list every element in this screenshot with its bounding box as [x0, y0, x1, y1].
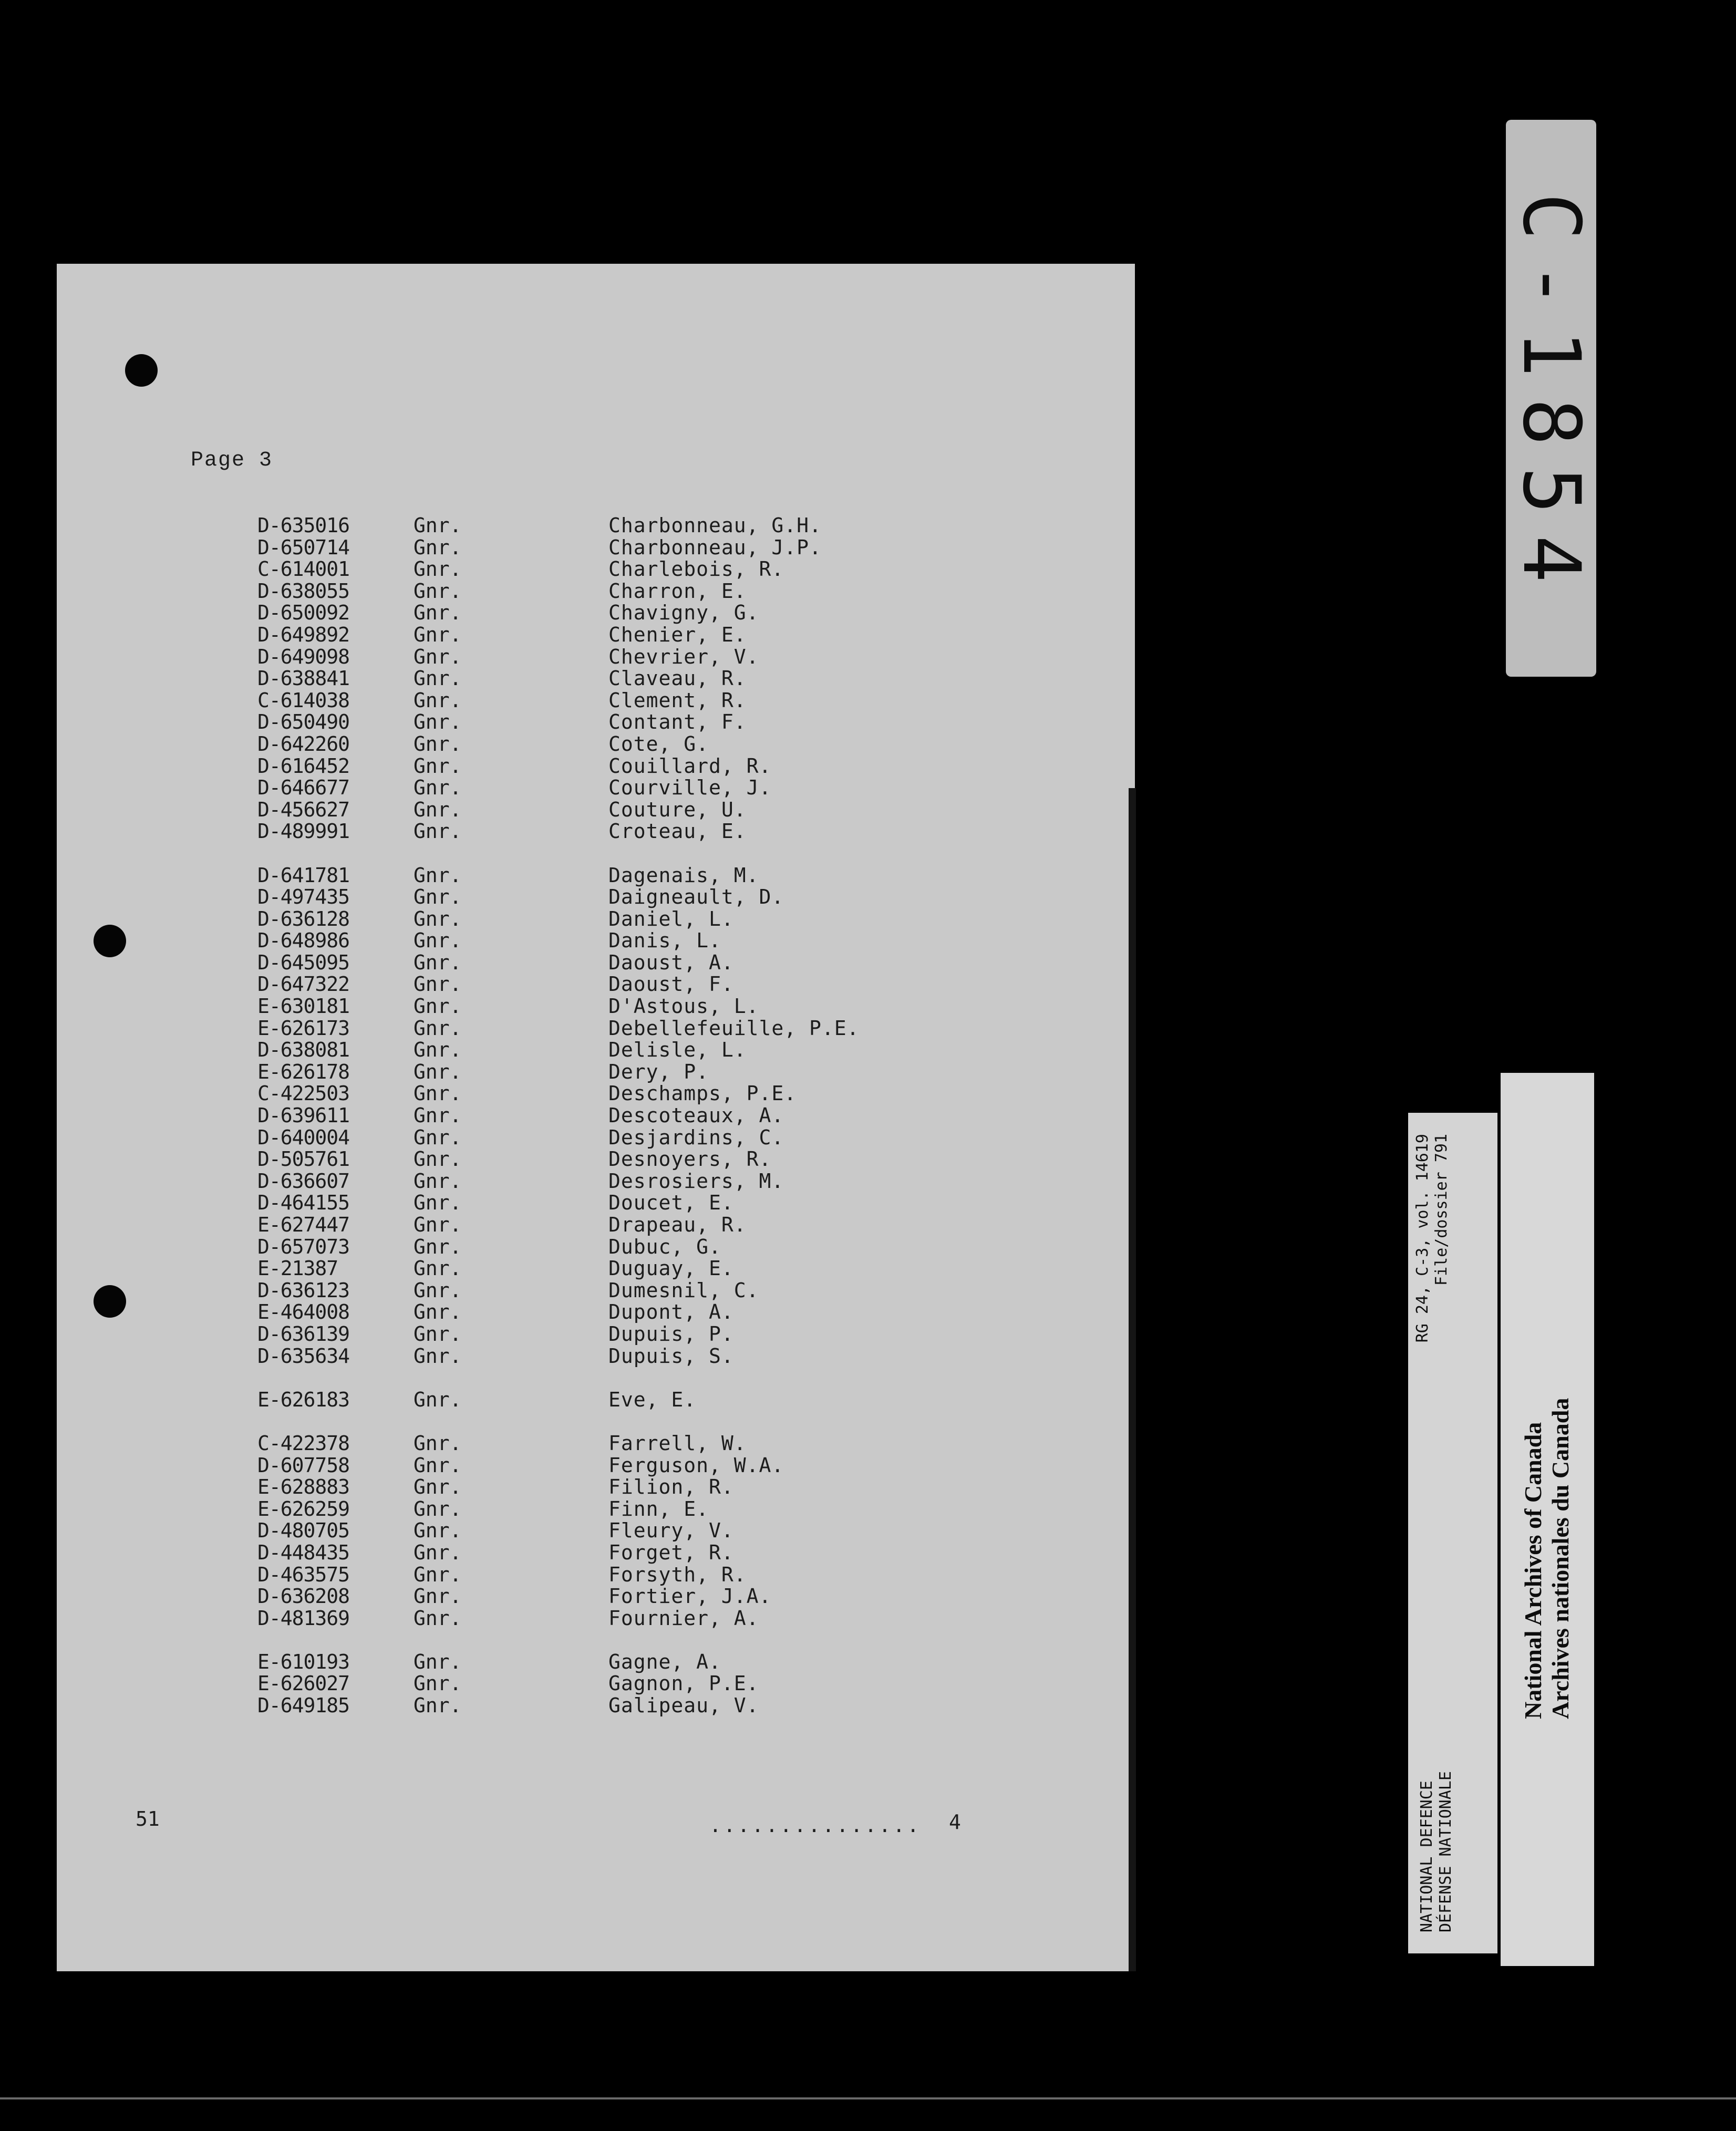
service-number: C-614038 [257, 688, 350, 712]
service-number: D-505761 [257, 1147, 350, 1171]
service-number: E-626259 [257, 1497, 350, 1520]
service-number: E-626173 [257, 1016, 350, 1040]
list-item [257, 799, 1135, 821]
rank: Gnr. [414, 732, 462, 756]
rank: Gnr. [414, 645, 462, 668]
service-number: E-21387 [257, 1257, 338, 1280]
member-name: Fortier, J.A. [608, 1585, 772, 1608]
rank: Gnr. [414, 623, 462, 646]
member-name: Courville, J. [608, 776, 772, 800]
rank: Gnr. [414, 1650, 462, 1673]
member-name: Dumesnil, C. [608, 1278, 759, 1302]
rank: Gnr. [414, 1694, 462, 1718]
list-item [257, 974, 1135, 996]
list-item [257, 1608, 1135, 1630]
member-name: D'Astous, L. [608, 995, 759, 1018]
service-number: D-647322 [257, 973, 350, 996]
rank: Gnr. [414, 710, 462, 734]
list-item [257, 1083, 1135, 1105]
rank: Gnr. [414, 535, 462, 559]
rank: Gnr. [414, 973, 462, 996]
list-item [257, 1192, 1135, 1214]
member-name: Dupuis, P. [608, 1322, 734, 1346]
member-name: Daigneault, D. [608, 885, 784, 909]
service-number: E-627447 [257, 1213, 350, 1236]
section-gap [257, 1629, 1135, 1651]
service-number: D-635016 [257, 514, 350, 537]
rank: Gnr. [414, 1344, 462, 1368]
service-number: D-648986 [257, 929, 350, 953]
service-number: E-626183 [257, 1388, 350, 1411]
member-name: Dagenais, M. [608, 863, 759, 887]
member-name: Eve, E. [608, 1388, 697, 1411]
rank: Gnr. [414, 1169, 462, 1193]
list-item [257, 908, 1135, 930]
list-item [257, 1236, 1135, 1258]
member-name: Croteau, E. [608, 820, 747, 843]
service-number: D-616452 [257, 754, 350, 778]
list-item [257, 602, 1135, 624]
list-item [257, 1061, 1135, 1083]
member-name: Desnoyers, R. [608, 1147, 772, 1171]
list-item [257, 711, 1135, 733]
archives-name-fr: Archives nationales du Canada [1547, 1398, 1574, 1719]
scan-border-line [0, 2097, 1736, 2099]
service-number: E-610193 [257, 1650, 350, 1673]
service-number: D-641781 [257, 863, 350, 887]
reel-number: C-1854 [1505, 193, 1597, 604]
list-item [257, 1258, 1135, 1280]
member-name: Charlebois, R. [608, 557, 784, 581]
member-name: Desrosiers, M. [608, 1169, 784, 1193]
punch-hole [125, 354, 158, 387]
card-department [1418, 1771, 1455, 1932]
list-item [257, 1018, 1135, 1040]
member-name: Couture, U. [608, 798, 747, 821]
service-number: E-628883 [257, 1475, 350, 1499]
list-item [257, 1301, 1135, 1323]
service-number: D-607758 [257, 1453, 350, 1477]
list-item [257, 733, 1135, 756]
footer-next-page: 4 [949, 1811, 961, 1834]
list-item [257, 1586, 1135, 1608]
service-number: E-630181 [257, 995, 350, 1018]
footer-page-ref: 51 [136, 1807, 160, 1830]
service-number: D-497435 [257, 885, 350, 909]
member-name: Danis, L. [608, 929, 721, 953]
member-name: Fleury, V. [608, 1519, 734, 1543]
member-name: Drapeau, R. [608, 1213, 747, 1236]
rank: Gnr. [414, 1453, 462, 1477]
rank: Gnr. [414, 557, 462, 581]
list-item [257, 1651, 1135, 1673]
section-gap [257, 1411, 1135, 1433]
service-number: D-464155 [257, 1191, 350, 1215]
list-item [257, 1149, 1135, 1171]
member-name: Forsyth, R. [608, 1563, 747, 1586]
service-number: D-650714 [257, 535, 350, 559]
list-item [257, 996, 1135, 1018]
rank: Gnr. [414, 1585, 462, 1608]
list-item [257, 1455, 1135, 1477]
list-item [257, 777, 1135, 799]
service-number: C-422378 [257, 1431, 350, 1455]
rank: Gnr. [414, 1038, 462, 1062]
rank: Gnr. [414, 1213, 462, 1236]
rank: Gnr. [414, 688, 462, 712]
rank: Gnr. [414, 929, 462, 953]
member-name: Contant, F. [608, 710, 747, 734]
service-number: D-642260 [257, 732, 350, 756]
service-number: E-626178 [257, 1060, 350, 1083]
rank: Gnr. [414, 1235, 462, 1258]
member-name: Dupont, A. [608, 1300, 734, 1324]
list-item [257, 821, 1135, 843]
list-item [257, 646, 1135, 668]
member-name: Gagne, A. [608, 1650, 721, 1673]
service-number: C-422503 [257, 1082, 350, 1105]
rank: Gnr. [414, 667, 462, 690]
punch-hole [94, 1285, 126, 1318]
rank: Gnr. [414, 1257, 462, 1280]
list-item [257, 865, 1135, 887]
rank: Gnr. [414, 1147, 462, 1171]
service-number: D-640004 [257, 1125, 350, 1149]
personnel-list [257, 515, 1135, 1717]
rank: Gnr. [414, 1563, 462, 1586]
member-name: Charron, E. [608, 579, 747, 603]
member-name: Chavigny, G. [608, 601, 759, 625]
card-file-number: File/dossier 791 [1432, 1134, 1451, 1286]
list-item [257, 690, 1135, 712]
member-name: Ferguson, W.A. [608, 1453, 784, 1477]
list-item [257, 1127, 1135, 1149]
list-item [257, 1476, 1135, 1498]
card-department-en: NATIONAL DEFENCE [1418, 1781, 1436, 1932]
rank: Gnr. [414, 863, 462, 887]
rank: Gnr. [414, 1322, 462, 1346]
list-item [257, 1498, 1135, 1520]
list-item [257, 558, 1135, 581]
member-name: Fournier, A. [608, 1606, 759, 1630]
document-page [57, 264, 1135, 1971]
card-department-fr: DÉFENSE NATIONALE [1437, 1771, 1455, 1932]
member-name: Couillard, R. [608, 754, 772, 778]
rank: Gnr. [414, 579, 462, 603]
service-number: D-646677 [257, 776, 350, 800]
rank: Gnr. [414, 1191, 462, 1215]
member-name: Claveau, R. [608, 667, 747, 690]
service-number: D-636139 [257, 1322, 350, 1346]
member-name: Daoust, A. [608, 950, 734, 974]
national-defence-card [1408, 1113, 1497, 1953]
list-item [257, 624, 1135, 646]
service-number: E-464008 [257, 1300, 350, 1324]
archives-name-en: National Archives of Canada [1520, 1422, 1546, 1719]
member-name: Daoust, F. [608, 973, 734, 996]
member-name: Descoteaux, A. [608, 1104, 784, 1127]
archives-card [1501, 1073, 1594, 1966]
member-name: Clement, R. [608, 688, 747, 712]
rank: Gnr. [414, 514, 462, 537]
member-name: Daniel, L. [608, 907, 734, 930]
archives-name [1520, 1398, 1574, 1719]
list-item [257, 1542, 1135, 1564]
service-number: D-649098 [257, 645, 350, 668]
rank: Gnr. [414, 1606, 462, 1630]
list-item [257, 886, 1135, 908]
service-number: D-463575 [257, 1563, 350, 1586]
member-name: Charbonneau, J.P. [608, 535, 822, 559]
rank: Gnr. [414, 1388, 462, 1411]
rank: Gnr. [414, 1300, 462, 1324]
member-name: Debellefeuille, P.E. [608, 1016, 860, 1040]
rank: Gnr. [414, 1497, 462, 1520]
paper-edge-shadow [1129, 788, 1136, 1971]
rank: Gnr. [414, 754, 462, 778]
service-number: D-650490 [257, 710, 350, 734]
member-name: Cote, G. [608, 732, 709, 756]
section-gap [257, 1367, 1135, 1389]
rank: Gnr. [414, 995, 462, 1018]
list-item [257, 668, 1135, 690]
service-number: D-649892 [257, 623, 350, 646]
list-item [257, 952, 1135, 974]
rank: Gnr. [414, 1278, 462, 1302]
member-name: Farrell, W. [608, 1431, 747, 1455]
member-name: Charbonneau, G.H. [608, 514, 822, 537]
rank: Gnr. [414, 601, 462, 625]
footer-leader-dots: ............... [709, 1814, 922, 1837]
rank: Gnr. [414, 1104, 462, 1127]
member-name: Duguay, E. [608, 1257, 734, 1280]
rank: Gnr. [414, 798, 462, 821]
service-number: D-638081 [257, 1038, 350, 1062]
service-number: D-649185 [257, 1694, 350, 1718]
list-item [257, 1280, 1135, 1302]
member-name: Dubuc, G. [608, 1235, 721, 1258]
list-item [257, 756, 1135, 778]
rank: Gnr. [414, 1475, 462, 1499]
list-item [257, 1520, 1135, 1542]
page-label: Page 3 [191, 449, 273, 472]
member-name: Deschamps, P.E. [608, 1082, 797, 1105]
member-name: Desjardins, C. [608, 1125, 784, 1149]
punch-hole [94, 925, 126, 957]
list-item [257, 515, 1135, 537]
list-item [257, 1171, 1135, 1193]
list-item [257, 1323, 1135, 1346]
member-name: Chenier, E. [608, 623, 747, 646]
service-number: D-638841 [257, 667, 350, 690]
list-item [257, 581, 1135, 603]
service-number: D-448435 [257, 1540, 350, 1564]
service-number: D-480705 [257, 1519, 350, 1543]
card-record-group: RG 24, C-3, vol. 14619 [1413, 1134, 1432, 1343]
service-number: D-635634 [257, 1344, 350, 1368]
member-name: Dupuis, S. [608, 1344, 734, 1368]
service-number: D-657073 [257, 1235, 350, 1258]
list-item [257, 1105, 1135, 1127]
service-number: D-636208 [257, 1585, 350, 1608]
list-item [257, 1039, 1135, 1061]
rank: Gnr. [414, 907, 462, 930]
rank: Gnr. [414, 1060, 462, 1083]
rank: Gnr. [414, 1125, 462, 1149]
member-name: Chevrier, V. [608, 645, 759, 668]
rank: Gnr. [414, 950, 462, 974]
member-name: Filion, R. [608, 1475, 734, 1499]
section-gap [257, 843, 1135, 865]
member-name: Forget, R. [608, 1540, 734, 1564]
list-item [257, 1346, 1135, 1368]
service-number: D-481369 [257, 1606, 350, 1630]
rank: Gnr. [414, 776, 462, 800]
rank: Gnr. [414, 1016, 462, 1040]
list-item [257, 1214, 1135, 1236]
list-item [257, 1389, 1135, 1411]
service-number: D-636607 [257, 1169, 350, 1193]
service-number: D-636128 [257, 907, 350, 930]
service-number: D-639611 [257, 1104, 350, 1127]
service-number: D-489991 [257, 820, 350, 843]
list-item [257, 1695, 1135, 1717]
list-item [257, 1433, 1135, 1455]
service-number: D-650092 [257, 601, 350, 625]
service-number: D-456627 [257, 798, 350, 821]
member-name: Doucet, E. [608, 1191, 734, 1215]
list-item [257, 1564, 1135, 1586]
service-number: C-614001 [257, 557, 350, 581]
rank: Gnr. [414, 1082, 462, 1105]
member-name: Galipeau, V. [608, 1694, 759, 1718]
member-name: Gagnon, P.E. [608, 1672, 759, 1695]
list-item [257, 537, 1135, 559]
member-name: Finn, E. [608, 1497, 709, 1520]
rank: Gnr. [414, 1672, 462, 1695]
rank: Gnr. [414, 885, 462, 909]
rank: Gnr. [414, 1431, 462, 1455]
reel-number-tag [1506, 120, 1596, 677]
rank: Gnr. [414, 820, 462, 843]
list-item [257, 930, 1135, 952]
rank: Gnr. [414, 1519, 462, 1543]
member-name: Delisle, L. [608, 1038, 747, 1062]
service-number: D-638055 [257, 579, 350, 603]
rank: Gnr. [414, 1540, 462, 1564]
service-number: E-626027 [257, 1672, 350, 1695]
list-item [257, 1673, 1135, 1695]
card-reference [1413, 1134, 1451, 1342]
service-number: D-636123 [257, 1278, 350, 1302]
service-number: D-645095 [257, 950, 350, 974]
member-name: Dery, P. [608, 1060, 709, 1083]
